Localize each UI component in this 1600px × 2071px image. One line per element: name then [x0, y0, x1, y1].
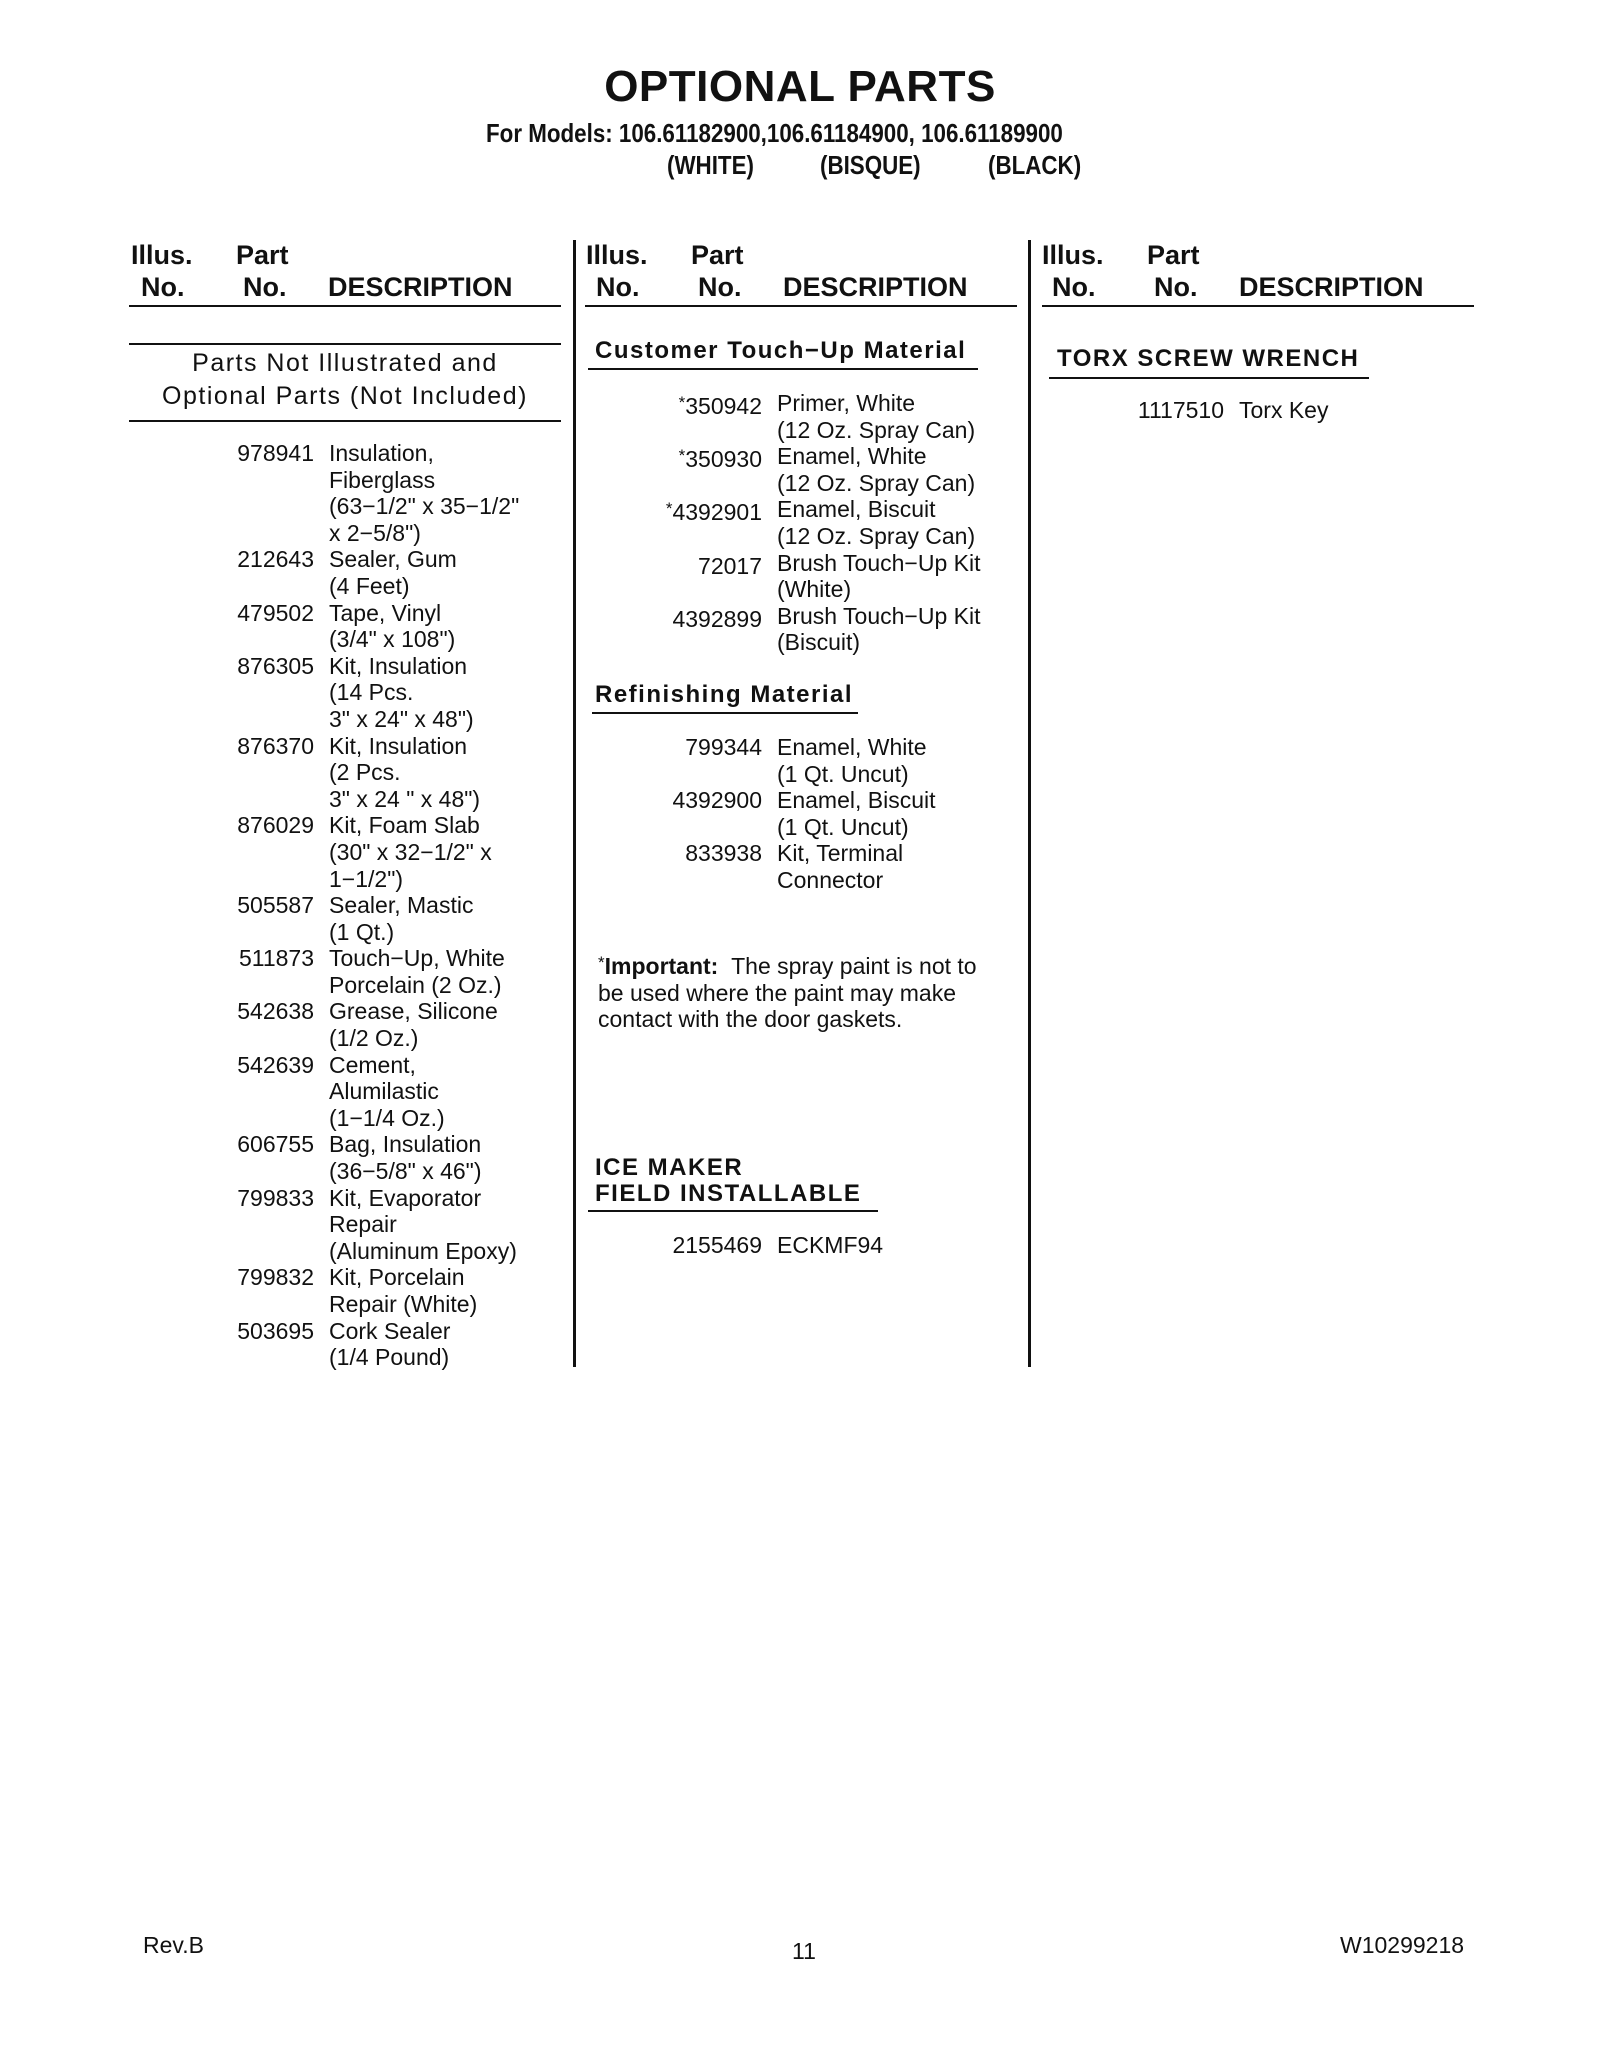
part-number: 72017	[698, 552, 762, 579]
part-description: Kit, Foam Slab (30" x 32−1/2" x 1−1/2")	[329, 812, 492, 892]
part-description: Enamel, Biscuit (12 Oz. Spray Can)	[777, 496, 976, 549]
illus-label: Illus.	[131, 240, 193, 270]
part-no-label: No.	[698, 272, 742, 302]
list-item	[237, 1051, 569, 1132]
part-number: 505587	[237, 892, 314, 919]
list-item	[238, 945, 569, 998]
illus-no-label: No.	[141, 272, 185, 302]
list-item	[237, 1131, 569, 1185]
list-item	[237, 546, 569, 599]
illus-label: Illus.	[1042, 240, 1104, 270]
list-item	[672, 787, 1007, 840]
list-item	[698, 549, 1007, 603]
note-label: Important:	[604, 953, 719, 979]
parts-list-refinishing	[672, 734, 1007, 894]
note-text: The spray paint is not to be used where the paint may make contact with the door gaskets.	[598, 953, 977, 1033]
part-description: Grease, Silicone (1/2 Oz.)	[329, 998, 498, 1052]
description-label: DESCRIPTION	[783, 272, 968, 302]
part-number: 876370	[237, 732, 314, 759]
header-rule	[585, 305, 1017, 307]
list-item	[665, 496, 1007, 549]
part-number: 2155469	[672, 1232, 762, 1258]
part-description: Kit, Insulation (2 Pcs. 3" x 24 " x 48")	[329, 732, 481, 812]
illus-label: Illus.	[586, 240, 648, 270]
list-item	[237, 1264, 569, 1317]
part-description: Sealer, Mastic (1 Qt.)	[329, 892, 474, 945]
part-number: 799832	[237, 1264, 314, 1291]
section-title-icemaker: ICE MAKER FIELD INSTALLABLE	[595, 1154, 862, 1207]
part-number: 833938	[685, 840, 762, 867]
part-description: Touch−Up, White Porcelain (2 Oz.)	[329, 945, 505, 998]
part-description: Insulation, Fiberglass (63−1/2" x 35−1/2" x 2−5/8")	[329, 440, 520, 546]
section-rule-top	[129, 343, 561, 345]
part-label: Part	[236, 240, 289, 270]
part-number: *350930	[678, 446, 762, 473]
list-item	[237, 892, 569, 945]
part-number: 978941	[237, 440, 314, 466]
part-description: Kit, Evaporator Repair (Aluminum Epoxy)	[329, 1184, 517, 1264]
part-description: Tape, Vinyl (3/4" x 108")	[329, 599, 456, 653]
list-item	[1137, 397, 1459, 424]
illus-no-label: No.	[1052, 272, 1096, 302]
column-divider	[573, 240, 576, 1367]
part-description: Torx Key	[1239, 397, 1329, 423]
section-title-torx: TORX SCREW WRENCH	[1057, 345, 1360, 372]
models-line: For Models: 106.61182900,106.61184900, 106.61189900	[486, 118, 1063, 148]
list-item	[678, 390, 1007, 443]
section-title-touchup: Customer Touch−Up Material	[595, 337, 967, 364]
parts-list-torx	[1137, 397, 1459, 424]
page-title: OPTIONAL PARTS	[604, 62, 996, 111]
list-item	[237, 812, 569, 892]
part-description: Primer, White (12 Oz. Spray Can)	[777, 390, 976, 443]
part-number: *4392901	[665, 499, 762, 526]
header-rule	[1042, 305, 1474, 307]
part-number: 799833	[237, 1184, 314, 1211]
section-rule	[588, 368, 978, 370]
part-description: Bag, Insulation (36−5/8" x 46")	[329, 1131, 482, 1185]
part-number: *350942	[678, 393, 762, 419]
part-number: 503695	[237, 1317, 314, 1344]
section-title-not-illustrated: Parts Not Illustrated and Optional Parts (Not Included)	[162, 349, 528, 410]
list-item	[237, 998, 569, 1052]
part-description: Cork Sealer (1/4 Pound)	[329, 1317, 451, 1371]
part-number: 799344	[685, 734, 762, 760]
list-item	[237, 440, 569, 546]
section-rule	[1049, 377, 1369, 379]
part-description: ECKMF94	[777, 1232, 884, 1258]
color-black: (BLACK)	[988, 150, 1082, 180]
description-label: DESCRIPTION	[1239, 272, 1424, 302]
part-label: Part	[691, 240, 744, 270]
part-number: 876305	[237, 652, 314, 679]
section-rule-bottom	[129, 420, 561, 422]
list-item	[672, 1232, 1007, 1259]
part-description: Enamel, White (1 Qt. Uncut)	[777, 734, 927, 787]
parts-list-icemaker	[672, 1232, 1007, 1259]
important-note	[598, 950, 998, 1033]
part-description: Sealer, Gum (4 Feet)	[329, 546, 457, 599]
list-item	[685, 734, 1007, 787]
asterisk-mark: *	[665, 499, 673, 519]
footer-doc-number: W10299218	[1340, 1932, 1465, 1958]
part-description: Enamel, Biscuit (1 Qt. Uncut)	[777, 787, 936, 840]
part-number: 542638	[237, 998, 314, 1025]
list-item	[237, 652, 569, 733]
part-description: Brush Touch−Up Kit (Biscuit)	[777, 602, 981, 656]
part-number: 479502	[237, 599, 314, 626]
list-item	[237, 1184, 569, 1265]
part-number: 4392899	[672, 605, 762, 632]
part-description: Kit, Terminal Connector	[777, 840, 904, 893]
header-rule	[129, 305, 561, 307]
part-number: 542639	[237, 1051, 314, 1078]
section-rule	[592, 712, 858, 714]
list-item	[685, 840, 1007, 893]
part-number: 511873	[238, 945, 314, 972]
asterisk-mark: *	[678, 393, 686, 412]
parts-list-touchup	[665, 390, 1007, 656]
list-item	[672, 602, 1007, 656]
page-number: 11	[792, 1938, 816, 1964]
part-number: 606755	[237, 1131, 314, 1158]
footer-revision: Rev.B	[143, 1932, 204, 1958]
list-item	[678, 443, 1007, 496]
part-description: Kit, Insulation (14 Pcs. 3" x 24" x 48")	[329, 652, 474, 732]
part-label: Part	[1147, 240, 1200, 270]
part-description: Enamel, White (12 Oz. Spray Can)	[777, 443, 976, 496]
asterisk-mark: *	[598, 953, 605, 972]
part-no-label: No.	[243, 272, 287, 302]
part-number: 876029	[237, 812, 314, 839]
column-divider	[1028, 240, 1031, 1367]
part-number: 1117510	[1137, 397, 1224, 423]
illus-no-label: No.	[596, 272, 640, 302]
section-title-refinishing: Refinishing Material	[595, 681, 854, 708]
part-description: Cement, Alumilastic (1−1/4 Oz.)	[329, 1051, 445, 1131]
list-item	[237, 599, 569, 653]
list-item	[237, 1317, 569, 1371]
parts-list-not-illustrated	[237, 440, 569, 1371]
color-bisque: (BISQUE)	[820, 150, 921, 180]
section-rule	[588, 1210, 878, 1212]
part-description: Kit, Porcelain Repair (White)	[329, 1264, 478, 1317]
part-number: 4392900	[672, 787, 762, 814]
part-description: Brush Touch−Up Kit (White)	[777, 549, 981, 603]
color-white: (WHITE)	[667, 150, 754, 180]
list-item	[237, 732, 569, 813]
part-no-label: No.	[1154, 272, 1198, 302]
asterisk-mark: *	[678, 446, 686, 466]
description-label: DESCRIPTION	[328, 272, 513, 302]
part-number: 212643	[237, 546, 314, 573]
